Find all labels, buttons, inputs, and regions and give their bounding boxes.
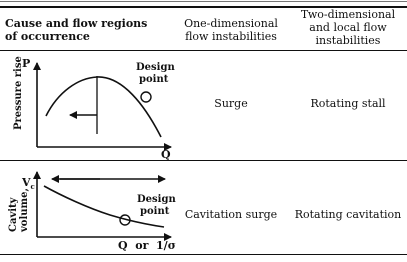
header-two-dimensional-line1: Two-dimensional — [300, 8, 396, 21]
cavity-x-symbol: Q or 1/σ — [118, 239, 176, 252]
cavity-y-label-line2: volume, — [19, 188, 30, 232]
surge-point-label-line2: point — [139, 74, 169, 85]
surge-characteristic-curve — [46, 77, 161, 137]
header-one-dimensional-line2: flow instabilities — [185, 30, 277, 43]
header-cause-line2: of occurrence — [5, 30, 90, 43]
surge-design-point — [141, 92, 151, 102]
surge-point-label-line1: Design — [136, 62, 175, 73]
surge-y-symbol: P — [22, 57, 31, 70]
header-one-dimensional-line1: One-dimensional — [184, 17, 278, 30]
cavity-y-label-line1: Cavity — [8, 197, 19, 232]
header-two-dimensional-line3: instabilities — [315, 34, 381, 47]
header-cause-line1: Cause and flow regions — [5, 17, 148, 30]
surge-y-label: Pressure rise — [13, 56, 24, 130]
cavity-y-subscript: c — [30, 182, 35, 191]
cavity-y-symbol: $V_c$ — [22, 176, 35, 191]
cavity-point-label-line2: point — [140, 206, 170, 217]
row1-two-dimensional: Rotating stall — [310, 97, 386, 110]
row2-one-dimensional: Cavitation surge — [184, 208, 278, 221]
row1-one-dimensional: Surge — [214, 97, 248, 110]
row2-two-dimensional: Rotating cavitation — [294, 208, 402, 221]
header-two-dimensional-line2: and local flow — [309, 21, 387, 34]
cavity-point-label-line1: Design — [137, 194, 176, 205]
surge-figure — [13, 56, 175, 161]
cavitation-figure — [8, 172, 176, 252]
surge-x-symbol: Q — [161, 148, 171, 161]
